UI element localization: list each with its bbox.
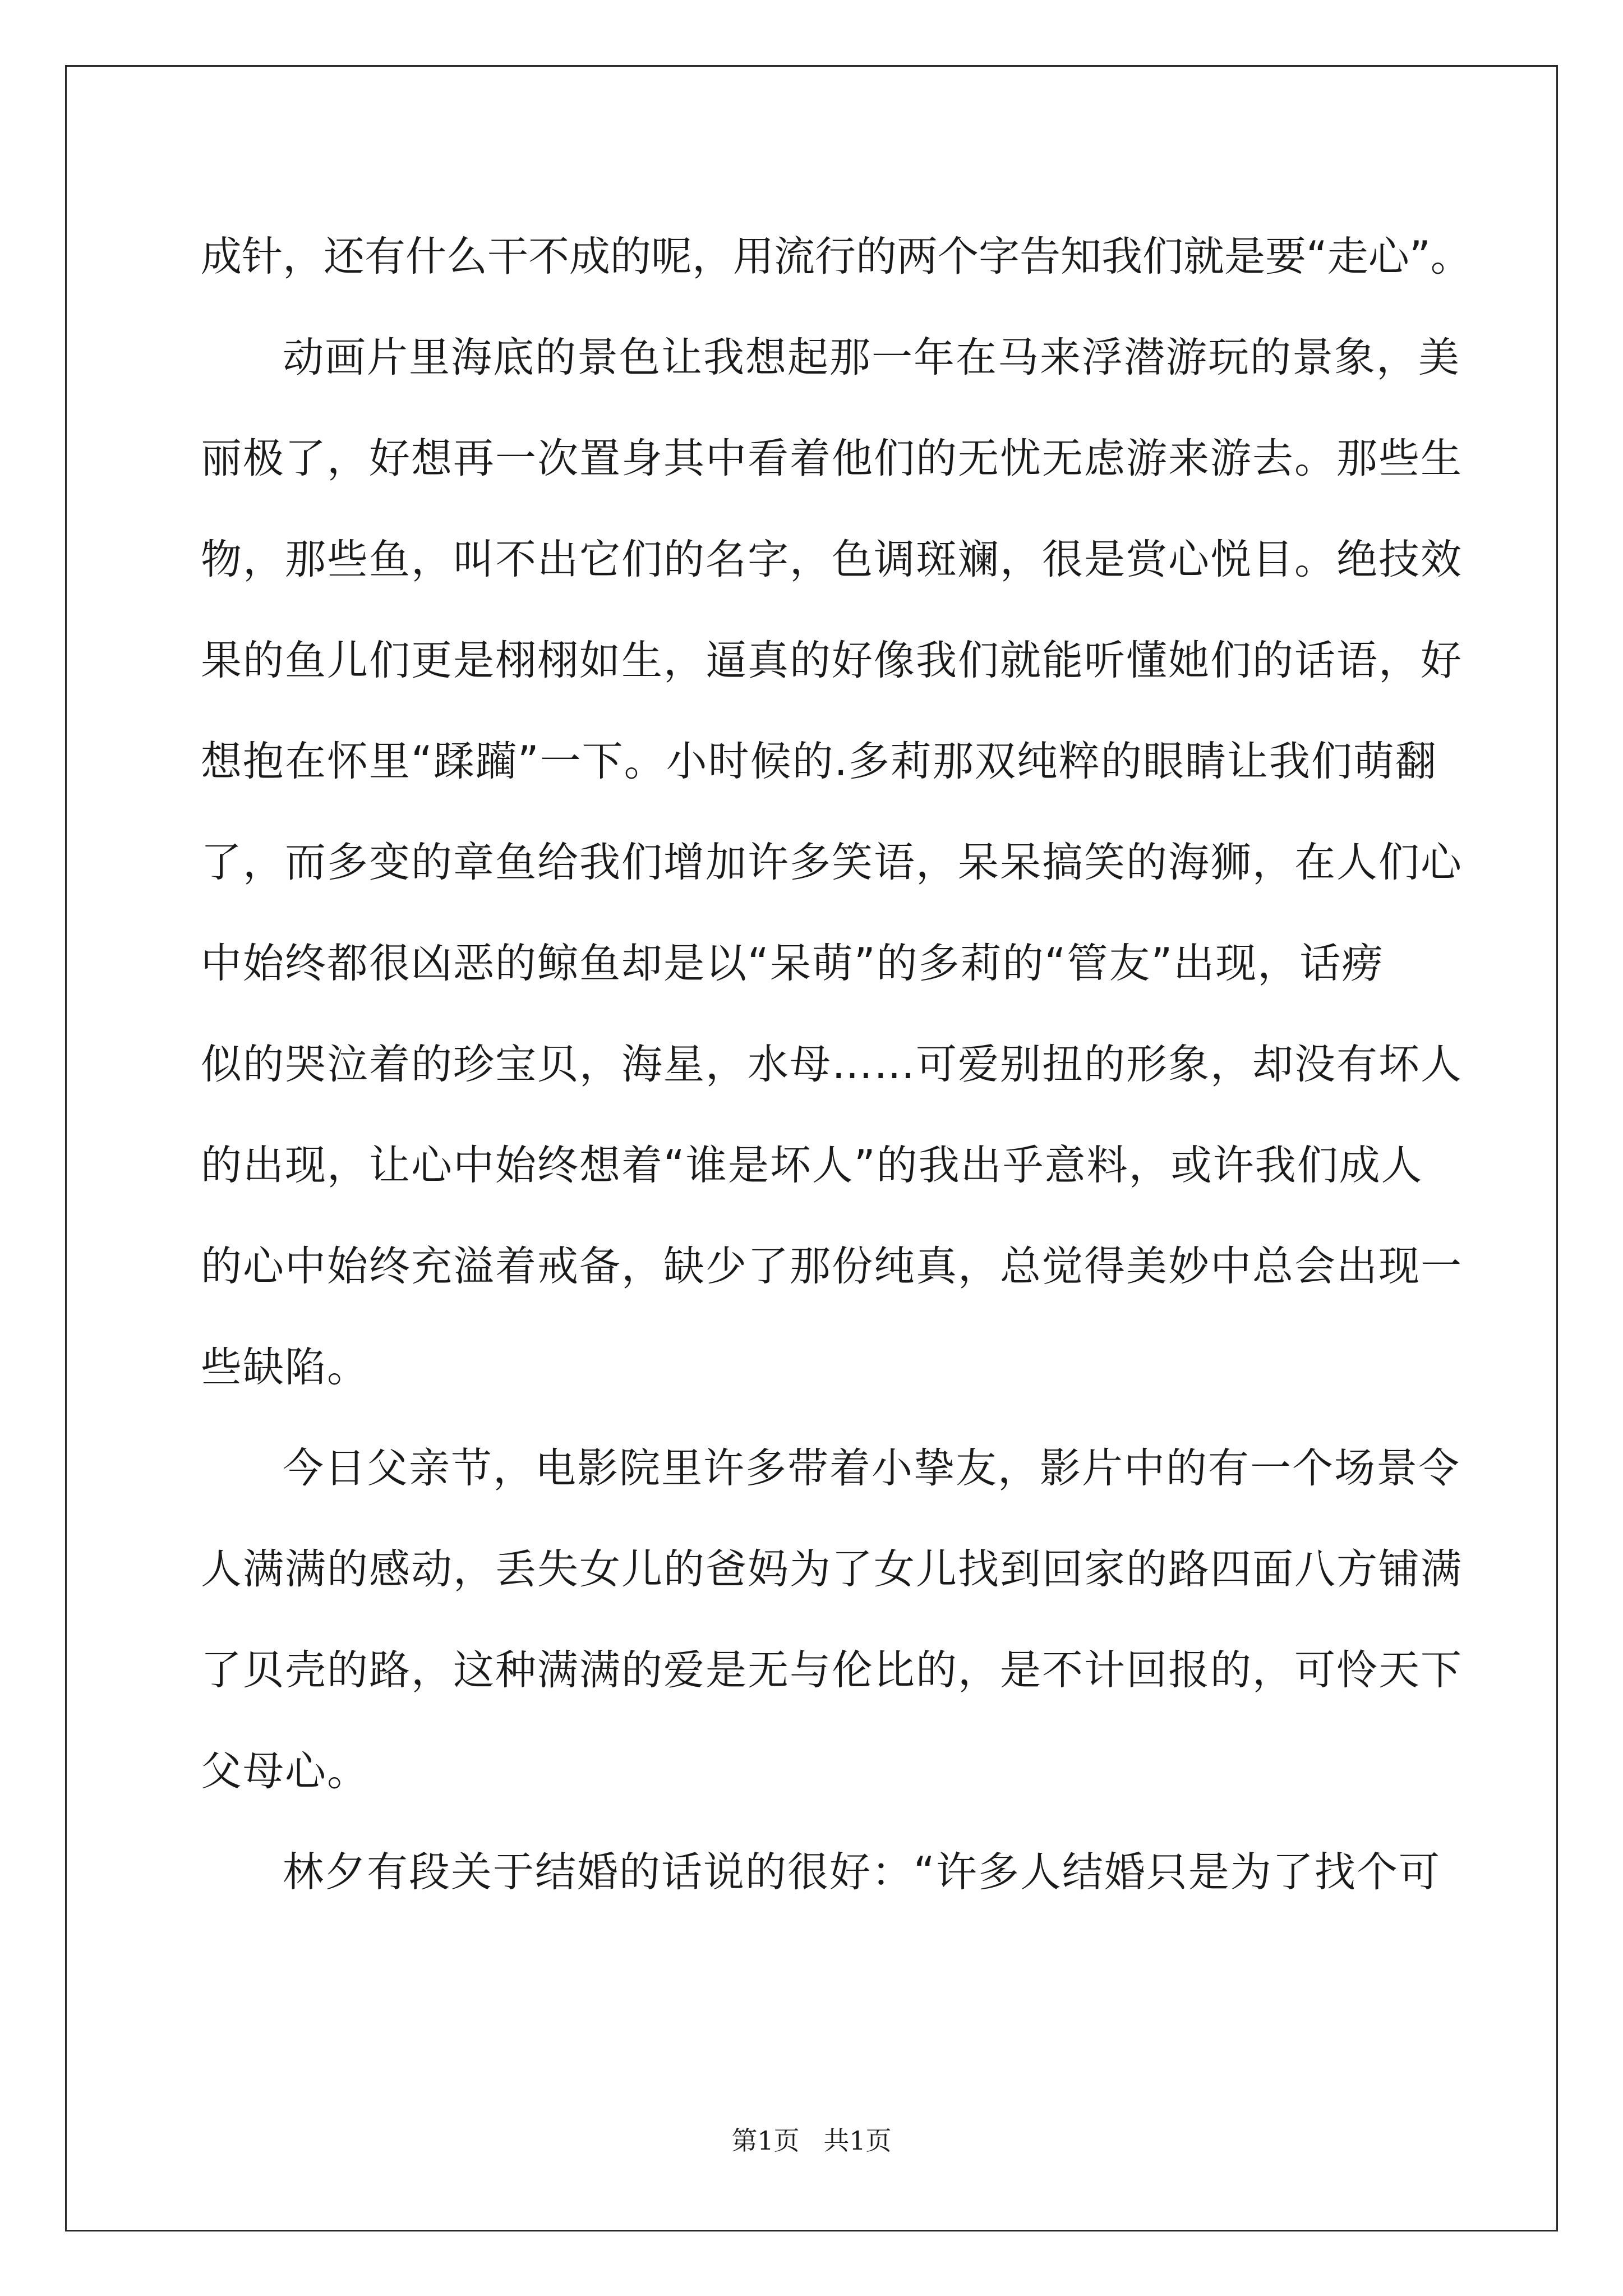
text-line: 父母心。 xyxy=(201,1747,369,1795)
text-line: 人满满的感动，丢失女儿的爸妈为了女儿找到回家的路四面八方铺满 xyxy=(201,1545,1463,1593)
text-line: 想抱在怀里“蹂躏”一下。小时候的.多莉那双纯粹的眼睛让我们萌翻 xyxy=(201,738,1437,785)
text-line: 物，那些鱼，叫不出它们的名字，色调斑斓，很是赏心悦目。绝技效 xyxy=(201,536,1463,583)
paragraph-first-line: 林夕有段关于结婚的话说的很好：“许多人结婚只是为了找个可 xyxy=(283,1848,1441,1896)
paragraph-first-line: 今日父亲节，电影院里许多带着小挚友，影片中的有一个场景令 xyxy=(283,1444,1460,1492)
page-total: 共1页 xyxy=(823,2125,892,2156)
text-line: 似的哭泣着的珍宝贝，海星，水母……可爱别扭的形象，却没有坏人 xyxy=(201,1041,1463,1088)
text-line: 丽极了，好想再一次置身其中看着他们的无忧无虑游来游去。那些生 xyxy=(201,435,1463,482)
page-number: 第1页 xyxy=(731,2125,800,2156)
text-line: 的出现，让心中始终想着“谁是坏人”的我出乎意料，或许我们成人 xyxy=(201,1142,1423,1189)
text-line: 果的鱼儿们更是栩栩如生，逼真的好像我们就能听懂她们的话语，好 xyxy=(201,637,1463,684)
text-line: 成针，还有什么干不成的呢，用流行的两个字告知我们就是要“走心”。 xyxy=(201,233,1472,280)
text-line: 了贝壳的路，这种满满的爱是无与伦比的，是不计回报的，可怜天下 xyxy=(201,1646,1463,1694)
text-line: 了，而多变的章鱼给我们增加许多笑语，呆呆搞笑的海狮，在人们心 xyxy=(201,839,1463,886)
page-footer xyxy=(0,2120,1623,2157)
document-body xyxy=(201,206,1472,1923)
text-line: 些缺陷。 xyxy=(201,1343,369,1391)
text-line: 中始终都很凶恶的鲸鱼却是以“呆萌”的多莉的“管友”出现，话痨 xyxy=(201,940,1384,987)
text-line: 的心中始终充溢着戒备，缺少了那份纯真，总觉得美妙中总会出现一 xyxy=(201,1243,1463,1290)
paragraph-first-line: 动画片里海底的景色让我想起那一年在马来浮潜游玩的景象，美 xyxy=(283,334,1460,381)
